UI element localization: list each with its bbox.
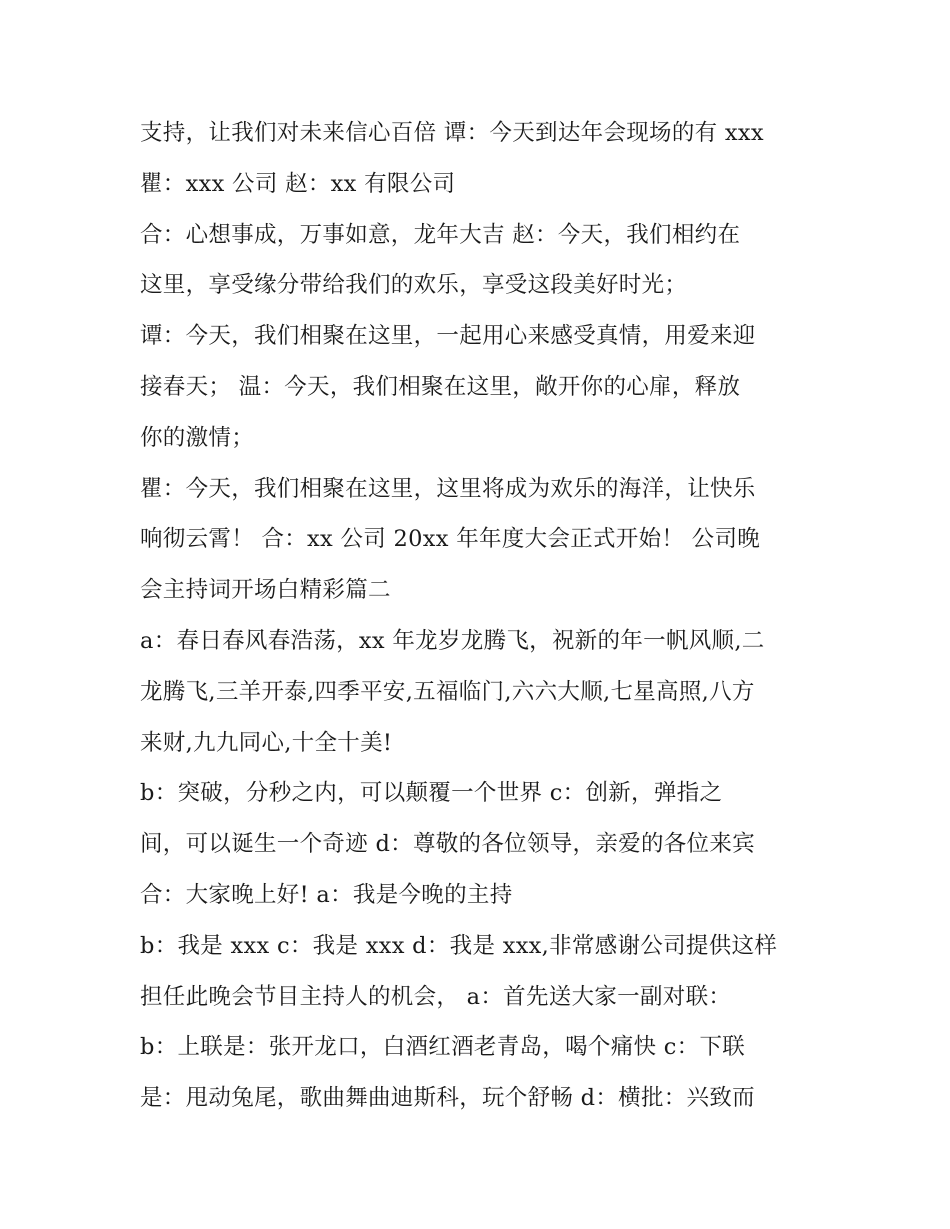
text-line: 是：甩动兔尾，歌曲舞曲迪斯科，玩个舒畅 d：横批：兴致而 <box>140 1085 755 1112</box>
text-line: b：上联是：张开龙口，白酒红酒老青岛，喝个痛快 c：下联 <box>140 1034 746 1061</box>
text-line: 你的激情； <box>140 424 255 451</box>
text-line: 合：心想事成，万事如意，龙年大吉 赵：今天，我们相约在 <box>140 221 741 248</box>
text-line: 会主持词开场白精彩篇二 <box>140 577 391 604</box>
text-line: 龙腾飞,三羊开泰,四季平安,五福临门,六六大顺,七星高照,八方 <box>140 678 755 705</box>
text-line: b：我是 xxx c：我是 xxx d：我是 xxx,非常感谢公司提供这样 <box>140 932 778 959</box>
text-line: b：突破，分秒之内，可以颠覆一个世界 c：创新，弹指之 <box>140 780 723 807</box>
text-line: 瞿：xxx 公司 赵：xx 有限公司 <box>140 170 456 197</box>
text-line: 担任此晚会节目主持人的机会， a：首先送大家一副对联： <box>140 983 732 1010</box>
text-line: 谭：今天，我们相聚在这里，一起用心来感受真情，用爱来迎 <box>140 323 756 350</box>
text-line: 合：大家晚上好! a：我是今晚的主持 <box>140 881 513 908</box>
text-line: 支持，让我们对未来信心百倍 谭：今天到达年会现场的有 xxx <box>140 120 764 146</box>
document-body <box>140 108 820 1124</box>
text-line: 间，可以诞生一个奇迹 d：尊敬的各位领导，亲爱的各位来宾 <box>140 831 755 858</box>
text-line: 响彻云霄！ 合：xx 公司 20xx 年年度大会正式开始！ 公司晚 <box>140 526 761 553</box>
text-line: 接春天； 温：今天，我们相聚在这里，敞开你的心扉，释放 <box>140 373 741 400</box>
text-line: 来财,九九同心,十全十美! <box>140 729 393 756</box>
text-line: 瞿：今天，我们相聚在这里，这里将成为欢乐的海洋，让快乐 <box>140 475 756 502</box>
text-line: a：春日春风春浩荡，xx 年龙岁龙腾飞，祝新的年一帆风顺,二 <box>140 627 765 654</box>
text-line: 这里，享受缘分带给我们的欢乐，享受这段美好时光； <box>140 272 688 299</box>
